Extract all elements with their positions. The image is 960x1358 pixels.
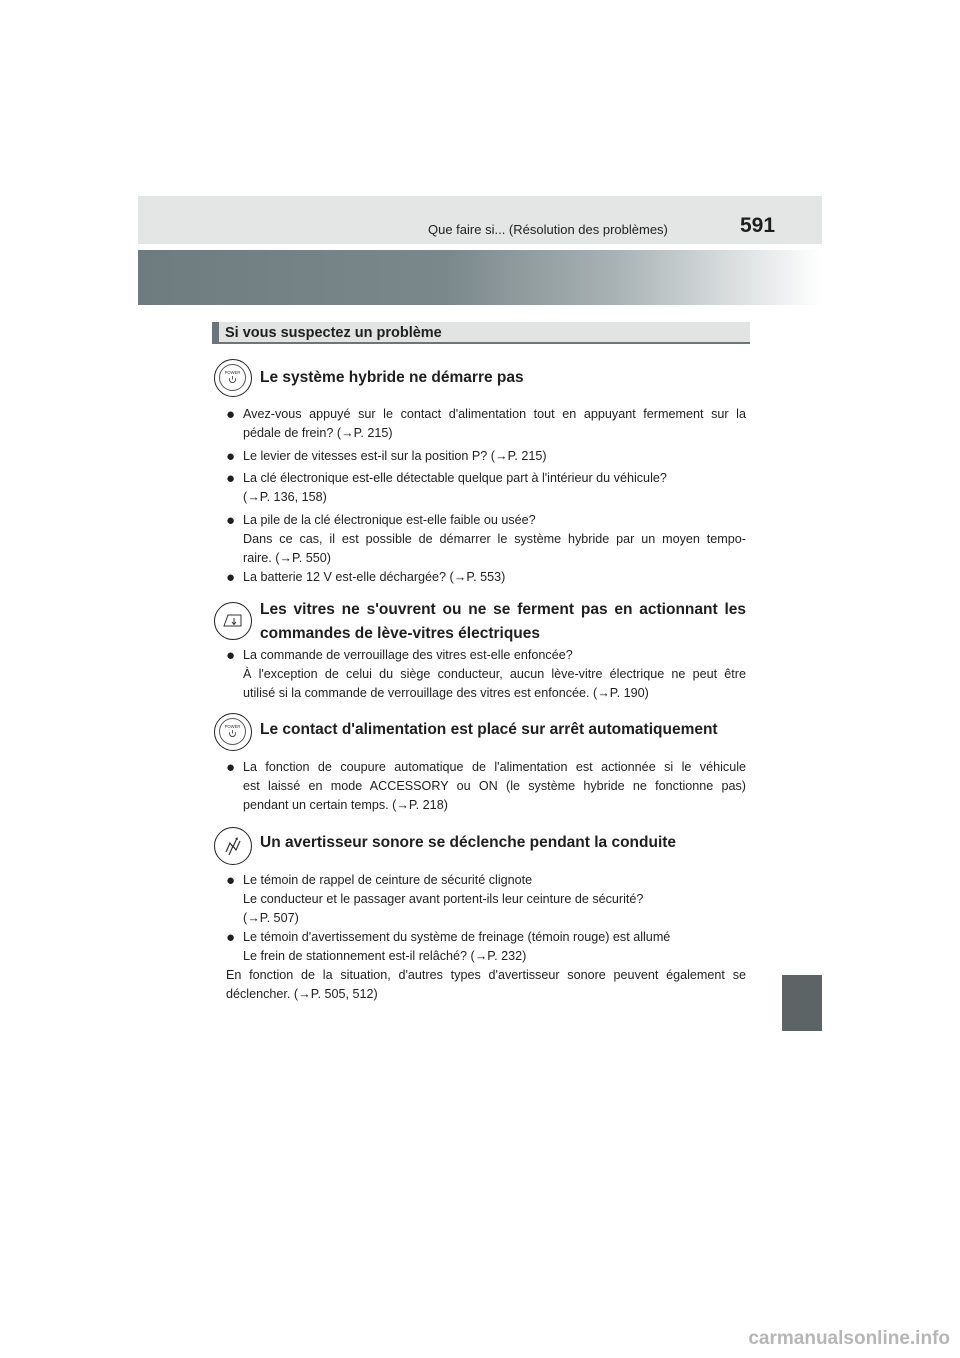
section-header xyxy=(212,322,750,344)
topic-title-windows: Les vitres ne s'ouvrent ou ne se ferment pas en actionnant les commandes de lève-vitres électriques xyxy=(260,601,746,642)
topic-title-auto-off: Le contact d'alimentation est placé sur arrêt automatiquement xyxy=(260,721,718,738)
list-item: ● La pile de la clé électronique est-elle faible ou usée? Dans ce cas, il est possible de démarrer le système hybride par un moyen tempo- raire. (→P. 550) xyxy=(226,512,746,565)
topic-title-hybrid: Le système hybride ne démarre pas xyxy=(260,369,524,386)
power-button-icon xyxy=(214,713,252,751)
bullet-icon: ● xyxy=(226,569,236,586)
list-item: ● La commande de verrouillage des vitres est-elle enfoncée? À l'exception de celui du siège conducteur, aucun lève-vitre électrique ne peut être utilisé si la commande de verrouillage des vitres est enfoncée. (→P. 190) xyxy=(226,647,746,700)
bullet-icon: ● xyxy=(226,872,236,889)
list-item: ● Le levier de vitesses est-il sur la position P? (→P. 215) xyxy=(226,448,547,465)
list-item: ● La clé électronique est-elle détectable quelque part à l'intérieur du véhicule? (→P. 136, 158) xyxy=(226,470,667,504)
bullet-icon: ● xyxy=(226,647,236,664)
list-item: ● La batterie 12 V est-elle déchargée? (→P. 553) xyxy=(226,569,506,586)
note-text: En fonction de la situation, d'autres types d'avertisseur sonore peuvent également se déclencher. (→P. 505, 512) xyxy=(226,968,746,1001)
chapter-title: Que faire si... (Résolution des problèmes) xyxy=(428,222,668,237)
warning-buzzer-icon xyxy=(214,827,252,865)
watermark: carmanualsonline.info xyxy=(748,1328,950,1349)
list-item: ● Avez-vous appuyé sur le contact d'alimentation tout en appuyant fermement sur la pédale de frein? (→P. 215) xyxy=(226,406,746,440)
list-item: ● Le témoin de rappel de ceinture de sécurité clignote Le conducteur et le passager avant portent-ils leur ceinture de sécurité? (→P. 507) xyxy=(226,872,644,925)
chapter-side-tab xyxy=(782,975,822,1031)
section-title: Si vous suspectez un problème xyxy=(225,325,442,341)
power-button-icon xyxy=(214,359,252,397)
bullet-icon: ● xyxy=(226,406,236,423)
bullet-icon: ● xyxy=(226,470,236,487)
bullet-icon: ● xyxy=(226,512,236,529)
list-item: ● Le témoin d'avertissement du système de freinage (témoin rouge) est allumé Le frein de stationnement est-il relâché? (→P. 232) xyxy=(226,929,671,963)
bullet-icon: ● xyxy=(226,759,236,776)
list-item: ● La fonction de coupure automatique de l'alimentation est actionnée si le véhicule est laissé en mode ACCESSORY ou ON (le système hybride ne fonctionne pas) pendant un certain temps. (→P. 218) xyxy=(226,759,746,812)
topic-title-buzzer: Un avertisseur sonore se déclenche pendant la conduite xyxy=(260,834,677,851)
bullet-icon: ● xyxy=(226,448,236,465)
power-label: POWER xyxy=(224,724,241,729)
power-window-icon xyxy=(214,602,252,640)
chapter-band xyxy=(138,250,822,305)
page-number: 591 xyxy=(740,214,776,237)
bullet-icon: ● xyxy=(226,929,236,946)
power-label: POWER xyxy=(224,370,241,375)
